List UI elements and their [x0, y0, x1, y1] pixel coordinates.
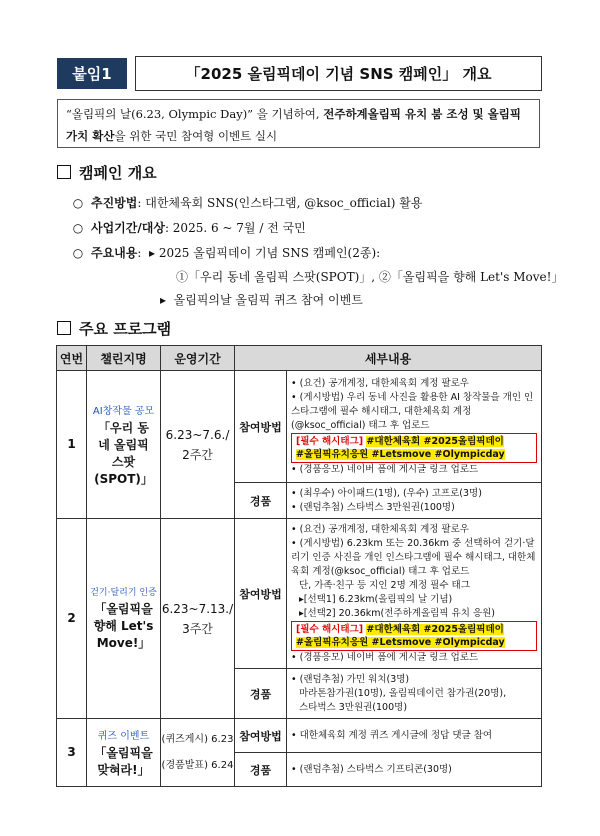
bullet-period	[72, 219, 306, 236]
prize-line: • (최우수) 아이패드(1명), (우수) 고프로(3명)	[291, 487, 482, 499]
detail-line: ▸[선택2] 20.36km(전주하계올림픽 유치 응원)	[299, 607, 495, 619]
triangle-bullet-icon: ▸	[160, 293, 174, 307]
participate-label: 참여방법	[235, 371, 287, 483]
bullet-method	[72, 194, 422, 211]
detail-line: ▸[선택1] 6.23km(올림픽의 날 기념)	[299, 593, 453, 605]
section-campaign-heading	[57, 162, 157, 183]
detail-line: • (경품응모) 네이버 폼에 게시글 링크 업로드	[291, 463, 479, 475]
hashtag-2: #올림픽유치응원 #Letsmove #Olympicday	[296, 636, 505, 648]
period-b: 2주간	[182, 447, 213, 462]
period-cell	[161, 519, 235, 719]
detail-line: • (요건) 공개계정, 대한체육회 계정 팔로우	[291, 377, 469, 389]
bullet-quiz	[160, 291, 363, 308]
hashtag-1: #대한체육회 #2025올림픽데이	[366, 623, 504, 635]
detail-line: • (요건) 공개계정, 대한체육회 계정 팔로우	[291, 523, 469, 535]
prize-details	[287, 753, 542, 787]
table-row	[57, 519, 542, 669]
content-line-2: ①「우리 동네 올림픽 스팟(SPOT)」, ②「올림픽을 향해 Let's Move!」	[176, 270, 564, 284]
content-line-1: 2025 올림픽데이 기념 SNS 캠페인(2종):	[158, 246, 381, 260]
period-text: : 2025. 6 ~ 7월 / 전 국민	[164, 221, 306, 235]
circle-bullet-icon: ○	[72, 196, 84, 210]
col-header-no: 연번	[57, 346, 87, 371]
challenge-name: 「올림픽을 맞혀라!」	[94, 745, 153, 777]
period-label: 사업기간/대상	[91, 221, 165, 235]
col-header-name: 챌린지명	[87, 346, 161, 371]
prize-line: • (랜덤추첨) 가민 워치(3명)	[291, 673, 410, 685]
prize-line: 마라톤참가권(10명), 올림픽데이런 참가권(20명),	[299, 687, 507, 699]
participate-label: 참여방법	[235, 719, 287, 753]
row-number: 3	[57, 719, 87, 787]
attachment-tag: 붙임1	[57, 58, 127, 89]
period-b: 3주간	[182, 621, 213, 636]
section-program-title: 주요 프로그램	[79, 320, 172, 338]
table-header-row	[57, 346, 542, 371]
hashtag-box	[291, 621, 537, 651]
intro-bold: 전주하계올림픽 유치 붐 조성 및 올림픽가치 확산	[66, 107, 521, 143]
col-header-period: 운영기간	[161, 346, 235, 371]
hashtag-1: #대한체육회 #2025올림픽데이	[366, 435, 504, 447]
content-colon: : ▸	[137, 246, 159, 260]
intro-box	[57, 99, 540, 148]
hashtag-box	[291, 433, 537, 463]
challenge-tag: AI창작물 공모	[92, 405, 155, 417]
challenge-name: 「올림픽을 향해 Let's Move!」	[93, 602, 154, 650]
participate-label: 참여방법	[235, 519, 287, 669]
col-header-details: 세부내용	[235, 346, 542, 371]
bullet-content	[72, 244, 380, 261]
circle-bullet-icon: ○	[72, 221, 84, 235]
content-label: 주요내용	[91, 246, 138, 260]
table-row	[57, 719, 542, 753]
detail-line: • (게시방법) 6.23km 또는 20.36km 중 선택하여 걷기·달리기 인증 사진을 개인 인스타그램에 필수 해시태그, 대한체육회 계정(@ksoc_official) 태그 후 업로드	[291, 537, 536, 577]
detail-line: • (게시방법) 우리 동네 사진을 활용한 AI 창작물을 개인 인스타그램에 필수 해시태그, 대한체육회 계정(@ksoc_official) 태그 후 업로드	[291, 391, 534, 431]
intro-text-1: “올림픽의 날(6.23, Olympic Day)” 을 기념하여,	[66, 107, 324, 121]
prize-details	[287, 483, 542, 519]
row-number: 2	[57, 519, 87, 719]
row-number: 1	[57, 371, 87, 519]
prize-line: • (랜덤추첨) 스타벅스 기프티콘(30명)	[291, 763, 452, 775]
detail-line: • 대한체육회 계정 퀴즈 게시글에 정답 댓글 참여	[291, 729, 493, 741]
circle-bullet-icon: ○	[72, 246, 84, 260]
participate-details	[287, 519, 542, 669]
participate-details	[287, 719, 542, 753]
intro-text-2: 을 위한 국민 참여형 이벤트 실시	[114, 129, 278, 143]
period-a: 6.23~7.13./	[161, 601, 234, 616]
period-b: (경품발표) 6.24	[161, 759, 234, 771]
detail-line: • (경품응모) 네이버 폼에 게시글 링크 업로드	[291, 651, 479, 663]
period-a: 6.23~7.6./	[165, 427, 230, 442]
prize-label: 경품	[235, 483, 287, 519]
challenge-tag: 걷기·달리기 인증	[90, 588, 157, 598]
period-cell	[161, 719, 235, 787]
page-title: 「2025 올림픽데이 기념 SNS 캠페인」 개요	[135, 56, 542, 91]
period-a: (퀴즈게시) 6.23	[161, 733, 234, 745]
section-program-heading	[57, 318, 171, 339]
hashtag-2: #올림픽유치응원 #Letsmove #Olympicday	[296, 448, 505, 460]
method-text: : 대한체육회 SNS(인스타그램, @ksoc_official) 활용	[137, 196, 423, 210]
content-line-3: 올림픽의날 올림픽 퀴즈 참여 이벤트	[173, 293, 363, 307]
detail-line: 단, 가족·친구 등 지인 2명 계정 필수 태그	[299, 579, 470, 591]
table-row	[57, 371, 542, 483]
hashtag-label: [필수 해시태그]	[296, 623, 364, 635]
challenge-cell	[87, 719, 161, 787]
square-icon	[57, 165, 71, 179]
prize-line: • (랜덤추첨) 스타벅스 3만원권(100명)	[291, 501, 455, 513]
challenge-cell	[87, 371, 161, 519]
method-label: 추진방법	[91, 196, 138, 210]
section-campaign-title: 캠페인 개요	[79, 164, 157, 182]
participate-details	[287, 371, 542, 483]
prize-details	[287, 669, 542, 719]
prize-line: 스타벅스 3만원권(100명)	[299, 701, 408, 713]
challenge-tag: 퀴즈 이벤트	[97, 730, 150, 742]
challenge-cell	[87, 519, 161, 719]
period-cell	[161, 371, 235, 519]
program-table	[56, 345, 542, 787]
prize-label: 경품	[235, 669, 287, 719]
prize-label: 경품	[235, 753, 287, 787]
square-icon	[57, 321, 71, 335]
challenge-name: 「우리 동네 올림픽 스팟(SPOT)」	[94, 420, 153, 486]
hashtag-label: [필수 해시태그]	[296, 435, 364, 447]
